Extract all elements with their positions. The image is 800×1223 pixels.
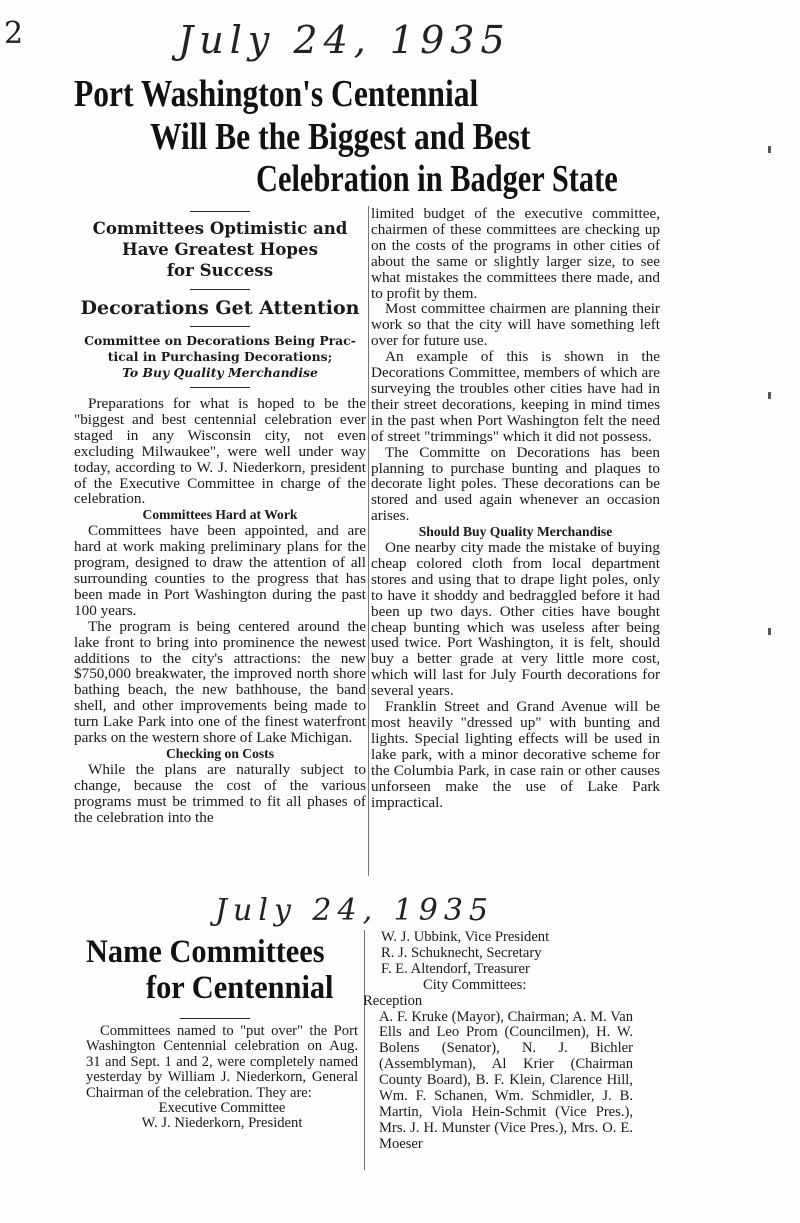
headline-line-1: Port Washington's Centennial xyxy=(74,73,479,115)
subheading: Checking on Costs xyxy=(165,745,274,761)
paragraph: While the plans are naturally subject to change, because the cost of the various programs must be trimmed to fit all phases of the celebration into the xyxy=(74,760,366,826)
edge-mark xyxy=(768,628,771,635)
deck-1-line-2: Have Greatest Hopes xyxy=(122,239,318,259)
edge-mark xyxy=(768,146,771,153)
deck-3-line-2: tical in Purchasing Decorations; xyxy=(107,349,333,364)
handwritten-date-middle: July 24, 1935 xyxy=(215,893,495,928)
officer-3: F. E. Altendorf, Treasurer xyxy=(381,960,530,977)
paragraph: An example of this is shown in the Decorations Committee, members of which are surveying the troubles other cities have had in their street decorations, keeping in mind times in the past when Port Washington felt the need of street "trimmings" which it did not possess. xyxy=(371,348,660,445)
city-committees-heading: City Committees: xyxy=(423,976,527,993)
deck-rule xyxy=(190,211,250,212)
headline-line-2: Will Be the Biggest and Best xyxy=(150,116,531,158)
reception-heading: Reception xyxy=(363,992,423,1009)
handwritten-date-top: July 24, 1935 xyxy=(178,18,511,62)
paragraph: The Committe on Decorations has been planning to purchase bunting and plaques to decorate light poles. These decorations can be stored and used again whenever an occasion arises. xyxy=(371,443,660,525)
deck-3-line-3: To Buy Quality Merchandise xyxy=(122,365,318,380)
subheading: Should Buy Quality Merchandise xyxy=(418,524,613,540)
paragraph: One nearby city made the mistake of buying cheap colored cloth from local department stores and using that to drape light poles, only to have it shoddy and bedraggled before it had been up two days. Other cities have bought cheap bunting which was useless after being used twice. Port Washington, it is felt, should buy a better grade at very little more cost, which will last for July Fourth decorations for several years. xyxy=(371,539,660,700)
right-column xyxy=(371,206,660,810)
paragraph: Franklin Street and Grand Avenue will be most heavily "dressed up" with bunting and lights. Special lighting effects will be used in lake park, with a minor decorative scheme for the Columbia Park, in case rain or other causes unforseen make the use of Lake Park impractical. xyxy=(371,698,660,811)
deck-3 xyxy=(74,333,366,381)
deck-rule xyxy=(190,289,250,290)
deck-1-line-1: Committees Optimistic and xyxy=(92,218,348,238)
second-headline-line-1: Name Committees xyxy=(86,934,325,970)
page-number: 2 xyxy=(4,16,24,51)
deck-rule xyxy=(190,326,250,327)
paragraph: Preparations for what is hoped to be the "biggest and best centennial celebration ever staged in any Wisconsin city, not even excluding Milwaukee", were well under way today, according to W. J. Niederkorn, president of the Executive Committee in charge of the celebration. xyxy=(74,395,366,508)
paragraph: Committees named to "put over" the Port Washington Centennial celebration on Aug. 31 and Sept. 1 and 2, were completely named yesterday by William J. Niederkorn, General Chairman of the celebration. They are: xyxy=(86,1023,358,1101)
second-left-column xyxy=(86,1024,358,1132)
subheading: Committees Hard at Work xyxy=(142,507,298,523)
exec-president: W. J. Niederkorn, President xyxy=(141,1115,303,1132)
second-headline-line-2: for Centennial xyxy=(146,970,334,1006)
second-headline-rule xyxy=(180,1018,250,1019)
paragraph: Most committee chairmen are planning their work so that the city will have something left over for future use. xyxy=(371,300,660,350)
deck-1 xyxy=(74,218,366,281)
paragraph: The program is being centered around the lake front to bring into prominence the newest additions to the city's attractions: the new $750,000 breakwater, the improved north shore bathing beach, the new bathhouse, the band shell, and other improvements being made to turn Lake Park into one of the finest waterfront parks on the western shore of Lake Michigan. xyxy=(74,617,366,747)
deck-3-line-1: Committee on Decorations Being Prac- xyxy=(84,333,356,348)
deck-1-line-3: for Success xyxy=(166,260,274,280)
deck-2: Decorations Get Attention xyxy=(80,297,360,319)
second-right-column xyxy=(363,930,633,1153)
column-divider xyxy=(368,206,369,876)
headline-line-3: Celebration in Badger State xyxy=(256,158,618,200)
officer-1: W. J. Ubbink, Vice President xyxy=(381,929,550,945)
left-article-body xyxy=(74,396,366,825)
paragraph: limited budget of the executive committee, chairmen of these committees are checking up on the costs of the programs in other cities of about the same or slightly larger size, to see what mistakes the committees there made, and to profit by them. xyxy=(371,205,660,302)
left-column xyxy=(74,206,366,825)
deck-rule xyxy=(190,387,250,388)
edge-mark xyxy=(768,392,771,399)
reception-body: A. F. Kruke (Mayor), Chairman; A. M. Van Ells and Leo Prom (Councilmen), H. W. Bolens (Senator), N. J. Bichler (Assemblyman), Al Krier (Chairman County Board), B. F. Klein, Clarence Hill, Wm. F. Schanen, Wm. Schmidler, J. B. Martin, Viola Hein-Schmit (Vice Pres.), Mrs. J. H. Munster (Vice Pres.), Mrs. O. E. Moeser xyxy=(379,1008,633,1152)
exec-committee-heading: Executive Committee xyxy=(158,1100,286,1117)
paragraph: Committees have been appointed, and are hard at work making preliminary plans for the program, designed to draw the attention of all surrounding counties to the progress that has been made in Port Washington during the past 100 years. xyxy=(74,522,366,619)
officer-2: R. J. Schuknecht, Secretary xyxy=(381,944,542,961)
